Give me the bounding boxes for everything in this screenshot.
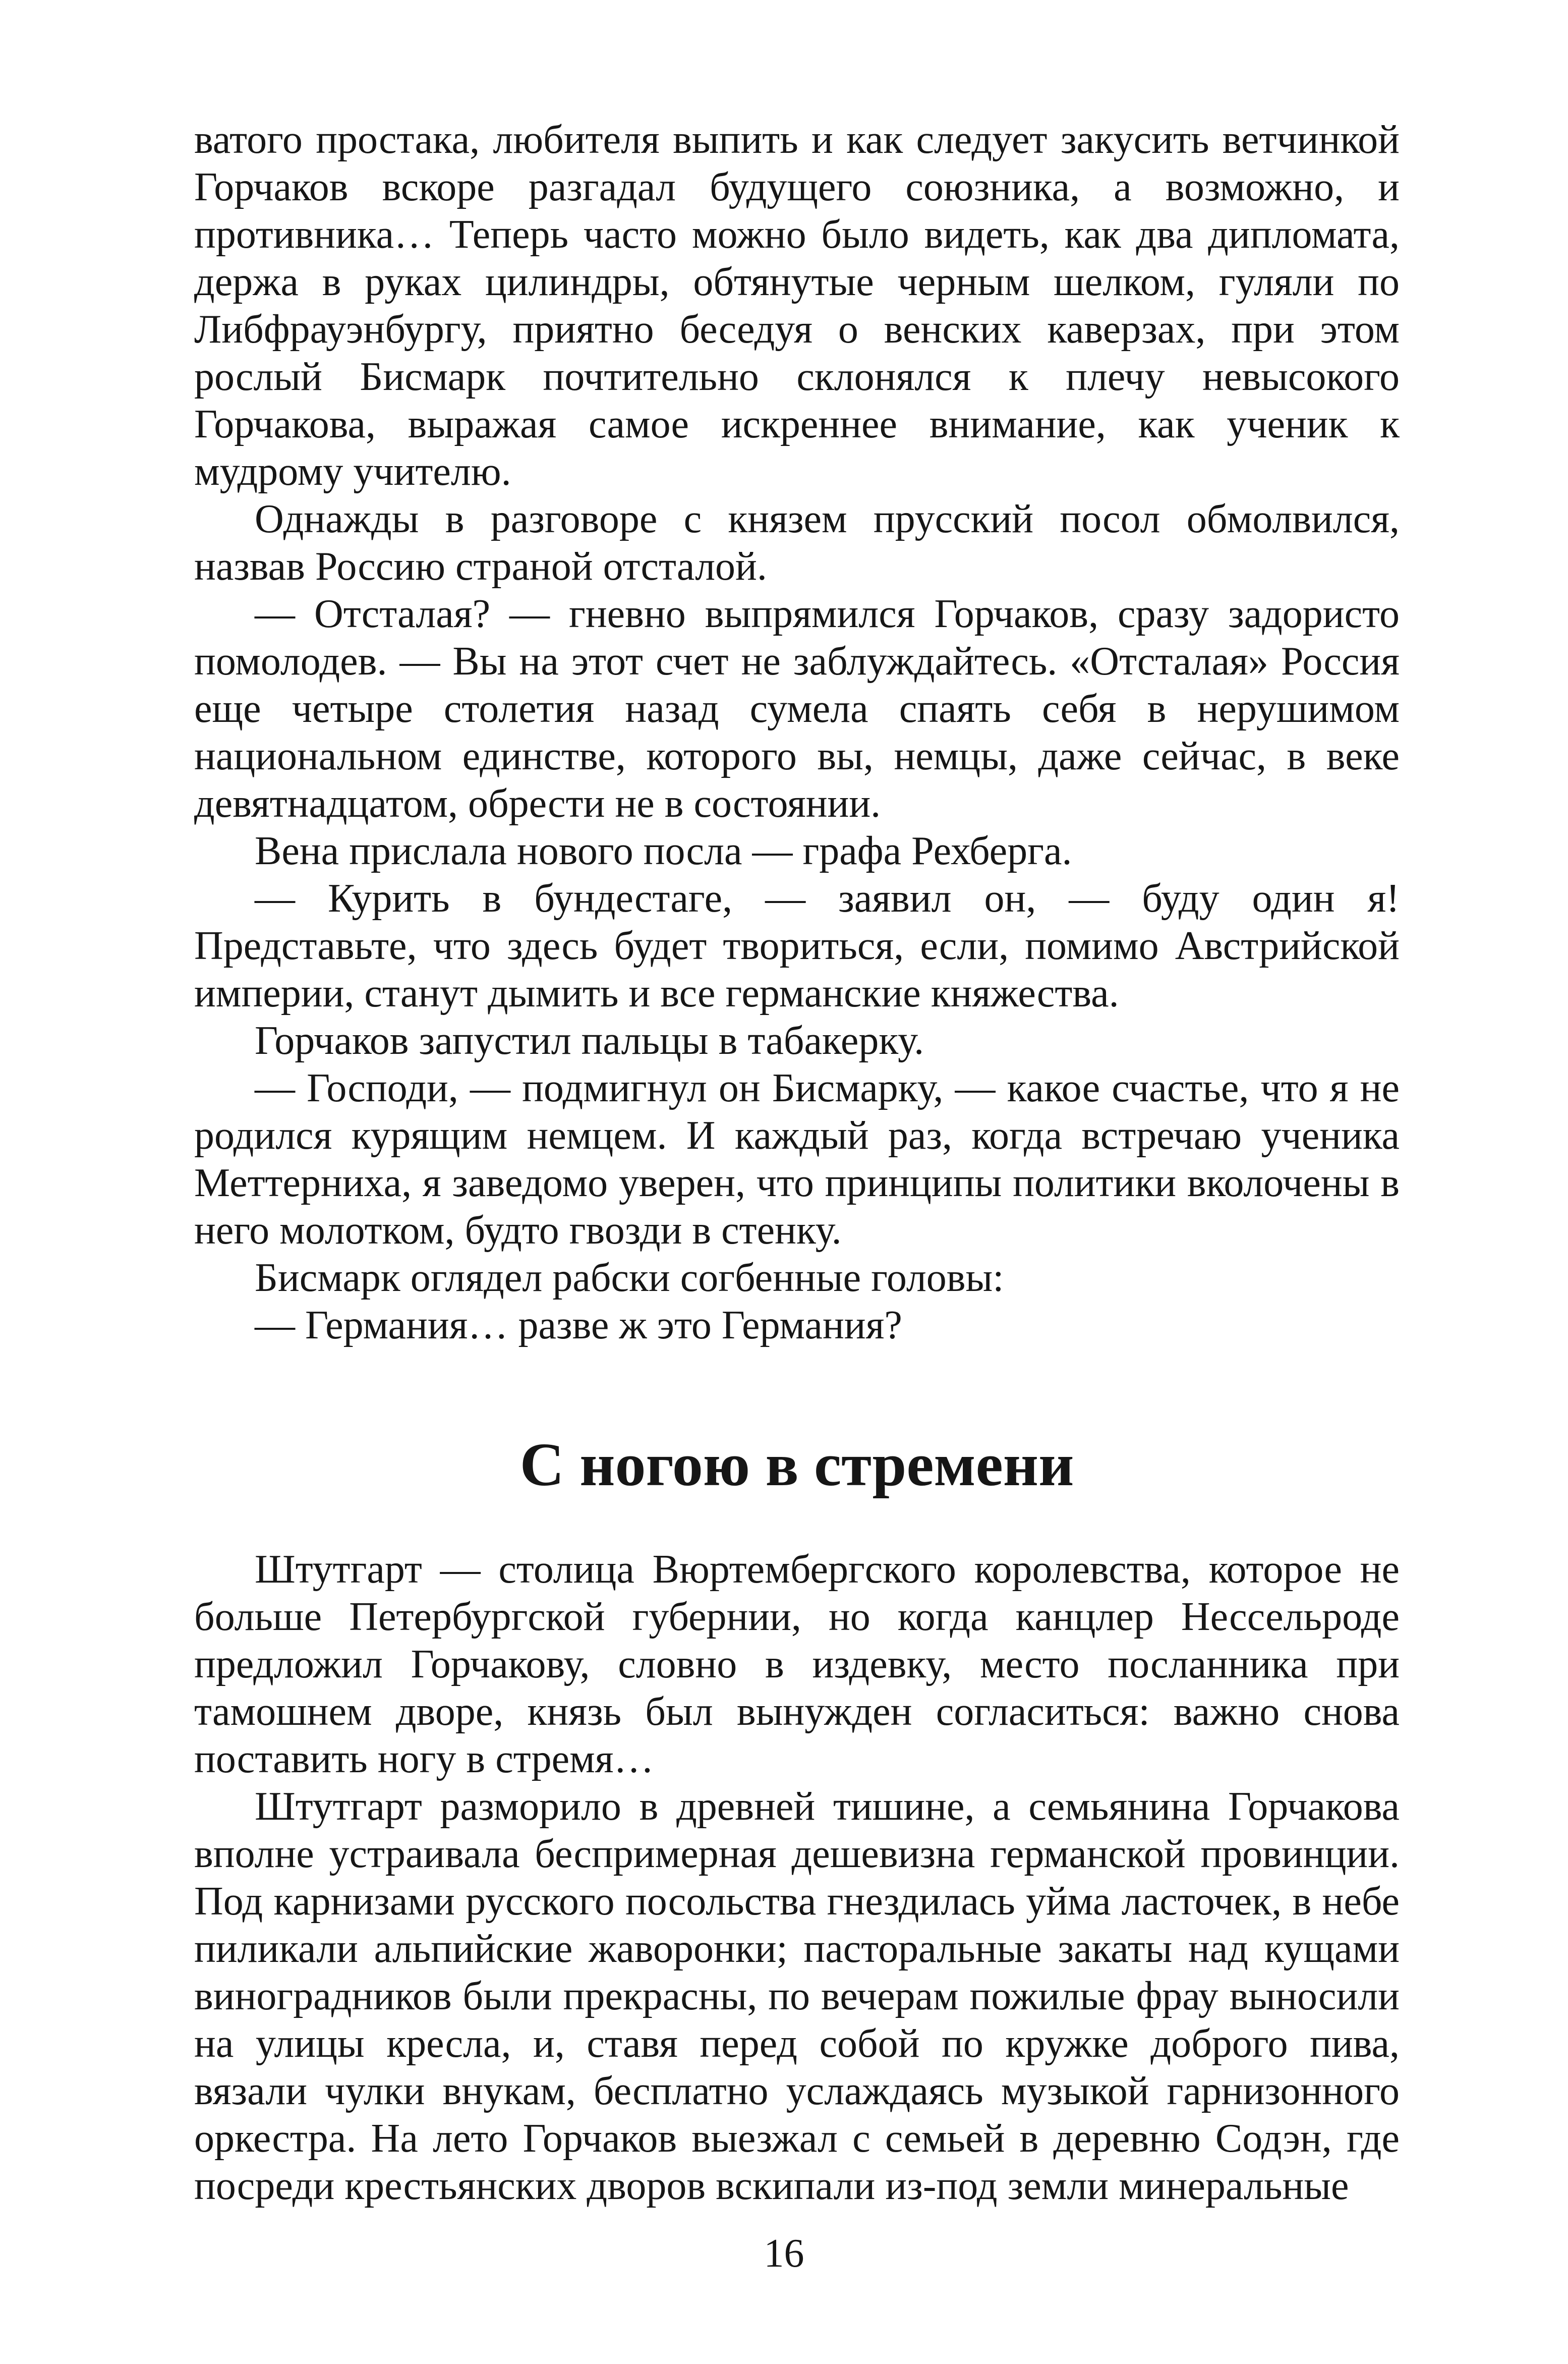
paragraph-11: Штутгарт разморило в древней тишине, а семьянина Горчакова вполне устраивала беспримерная дешевизна германской провинции. Под карнизами русского посольства гнездилась уйма ласточек, в небе пиликали альпийские жаворонки; пасторальные закаты над кущами виноградников были прекрасны, по вечерам пожилые фрау выносили на улицы кресла, и, ставя перед собой по кружке доброго пива, вязали чулки внукам, бесплатно услаждаясь музыкой гарнизонного оркестра. На лето Горчаков выезжал с семьей в деревню Содэн, где посреди крестьянских дворов вскипали из-под земли минеральные [194,1784,1400,2208]
page-number: 16 [764,2231,804,2276]
paragraph-10: Штутгарт — столица Вюртембергского королевства, которое не больше Петербургской губернии, но когда канцлер Нессельроде предложил Горчакову, словно в издевку, место посланника при тамошнем дворе, князь был вынужден согласиться: важно снова поставить ногу в стремя… [194,1547,1400,1781]
paragraph-7: — Господи, — подмигнул он Бисмарку, — какое счастье, что я не родился курящим немцем. И каждый раз, когда встречаю ученика Меттерниха, я заведомо уверен, что принципы политики вколочены в него молотком, будто гвозди в стенку. [194,1066,1400,1253]
paragraph-9: — Германия… разве ж это Германия? [255,1303,902,1347]
chapter-title: С ногою в стремени [519,1431,1074,1499]
paragraph-3: — Отсталая? — гневно выпрямился Горчаков, сразу задористо помолодев. — Вы на этот счет не заблуждайтесь. «Отсталая» Россия еще четыре столетия назад сумела спаять себя в нерушимом национальном единстве, которого вы, немцы, даже сейчас, в веке девятнадцатом, обрести не в состоянии. [194,592,1400,826]
paragraph-5: — Курить в бундестаге, — заявил он, — буду один я! Представьте, что здесь будет твориться, если, помимо Австрийской империи, станут дымить и все германские княжества. [194,876,1400,1016]
book-page [194,116,1400,2210]
paragraph-2: Однажды в разговоре с князем прусский посол обмолвился, назвав Россию страной отсталой. [194,497,1400,589]
paragraph-4: Вена прислала нового посла — графа Рехберга. [255,829,1072,873]
paragraph-8: Бисмарк оглядел рабски согбенные головы: [255,1256,1004,1300]
paragraph-6: Горчаков запустил пальцы в табакерку. [255,1019,924,1063]
paragraph-1: ватого простака, любителя выпить и как следует закусить ветчинкой Горчаков вскоре разгадал будущего союзника, а возможно, и противника… Теперь часто можно было видеть, как два дипломата, держа в руках цилиндры, обтянутые черным шелком, гуляли по Либфрауэнбургу, приятно беседуя о венских каверзах, при этом рослый Бисмарк почтительно склонялся к плечу невысокого Горчакова, выражая самое искреннее внимание, как ученик к мудрому учителю. [194,118,1400,494]
